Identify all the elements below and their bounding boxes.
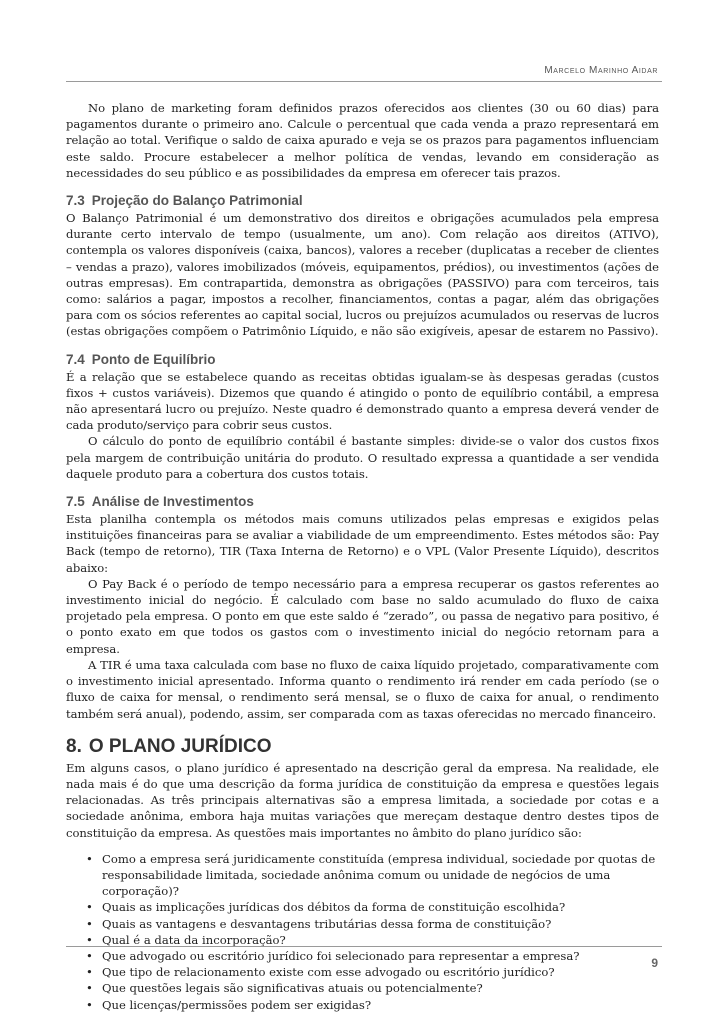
running-header-author: Marcelo Marinho Aidar xyxy=(544,65,658,76)
bullet-icon: • xyxy=(86,965,93,980)
chapter-heading-8 xyxy=(66,736,659,758)
section-heading-7-5 xyxy=(66,494,659,509)
list-item-text: Qual é a data da incorporação? xyxy=(102,932,286,947)
list-item-text: Que questões legais são significativas atuais ou potencialmente? xyxy=(102,981,483,996)
chapter-number: 8. xyxy=(66,735,82,757)
page-number: 9 xyxy=(651,956,658,970)
list-item-text: Que licenças/permissões podem ser exigidas? xyxy=(102,997,372,1012)
section-title-text: Análise de Investimentos xyxy=(91,494,254,510)
bullet-icon: • xyxy=(86,932,93,947)
list-item xyxy=(86,851,659,900)
list-item xyxy=(86,980,659,996)
intro-paragraph: No plano de marketing foram definidos prazos oferecidos aos clientes (30 ou 60 dias) para pagamentos durante o primeiro ano. Calcule o percentual que cada venda a prazo representará em relação ao total. Verifique o saldo de caixa apurado e veja se os prazos para pagamentos influenciam este saldo. Procure estabelecer a melhor política de vendas, levando em consideração as necessidades do seu público e as possibilidades da empresa em oferecer tais prazos. xyxy=(66,101,659,180)
section-heading-7-4 xyxy=(66,352,659,367)
section-number: 7.4 xyxy=(66,351,85,367)
list-item xyxy=(86,899,659,915)
list-item-text: Como a empresa será juridicamente constituída (empresa individual, sociedade por quotas de responsabilidade limitada, sociedade anônima comum ou unidade de negócios de uma corporação)? xyxy=(102,851,656,899)
section-title-text: Ponto de Equilíbrio xyxy=(91,351,216,367)
legal-questions-list xyxy=(66,851,659,1013)
header-rule xyxy=(66,81,662,82)
section-7-4-paragraph-1: É a relação que se estabelece quando as receitas obtidas igualam-se às despesas geradas (custos fixos + custos variáveis). Dizemos que quando é atingido o ponto de equilíbrio contábil, a empresa não apresentará lucro ou prejuízo. Neste quadro é demonstrado quanto a empresa deverá vender de cada produto/serviço para cobrir seus custos. xyxy=(66,369,659,433)
list-item xyxy=(86,916,659,932)
section-title-text: Projeção do Balanço Patrimonial xyxy=(91,193,303,209)
page-content xyxy=(66,100,659,1013)
section-heading-7-3 xyxy=(66,193,659,208)
section-7-5-paragraph-1: Esta planilha contempla os métodos mais comuns utilizados pelas empresas e exigidos pelas instituições financeiras para se avaliar a viabilidade de um empreendimento. Estes métodos são: Pay Back (tempo de retorno), TIR (Taxa Interna de Retorno) e o VPL (Valor Presente Líquido), descritos abaixo: xyxy=(66,512,659,575)
section-7-3-paragraph: O Balanço Patrimonial é um demonstrativo dos direitos e obrigações acumulados pela empresa durante certo intervalo de tempo (usualmente, um ano). Com relação aos direitos (ATIVO), contempla os valores disponíveis (caixa, bancos), valores a receber (duplicatas a receber de clientes – vendas a prazo), valores imobilizados (móveis, equipamentos, prédios), ou investimentos (ações de outras empresas). Em contrapartida, demonstra as obrigações (PASSIVO) para com terceiros, tais como: salários a pagar, impostos a recolher, financiamentos, contas a pagar, além das obrigações para com os sócios referentes ao capital social, lucros ou prejuízos acumulados ou reservas de lucros (estas obrigações compõem o Patrimônio Líquido, e não são exigíveis, apesar de estarem no Passivo). xyxy=(66,211,659,339)
section-7-5-paragraph-2: O Pay Back é o período de tempo necessário para a empresa recuperar os gastos referentes ao investimento inicial do negócio. É calculado com base no saldo acumulado do fluxo de caixa projetado pela empresa. O ponto em que este saldo é “zerado”, ou passa de negativo para positivo, é o ponto exato em que todos os gastos com o investimento inicial do negócio retornam para a empresa. xyxy=(66,576,659,656)
list-item xyxy=(86,948,659,964)
list-item xyxy=(86,997,659,1013)
footer-rule xyxy=(66,946,662,947)
chapter-title-text: O PLANO JURÍDICO xyxy=(88,735,272,757)
bullet-icon: • xyxy=(86,900,93,915)
list-item-text: Quais as vantagens e desvantagens tributárias dessa forma de constituição? xyxy=(102,916,552,931)
section-number: 7.3 xyxy=(66,193,85,209)
bullet-icon: • xyxy=(86,997,93,1012)
section-number: 7.5 xyxy=(66,494,85,510)
section-7-5-paragraph-3: A TIR é uma taxa calculada com base no fluxo de caixa líquido projetado, comparativamente com o investimento inicial apresentado. Informa quanto o rendimento irá render em cada período (se o fluxo de caixa for mensal, o rendimento será mensal, se o fluxo de caixa for anual, o rendimento também será anual), podendo, assim, ser comparada com as taxas oferecidas no mercado financeiro. xyxy=(66,657,659,721)
list-item-text: Que tipo de relacionamento existe com esse advogado ou escritório jurídico? xyxy=(102,965,555,980)
bullet-icon: • xyxy=(86,851,93,866)
bullet-icon: • xyxy=(86,916,93,931)
bullet-icon: • xyxy=(86,948,93,963)
list-item-text: Quais as implicações jurídicas dos débitos da forma de constituição escolhida? xyxy=(102,900,566,915)
list-item-text: Que advogado ou escritório jurídico foi selecionado para representar a empresa? xyxy=(102,948,580,963)
bullet-icon: • xyxy=(86,981,93,996)
section-7-4-paragraph-2: O cálculo do ponto de equilíbrio contábil é bastante simples: divide-se o valor dos custos fixos pela margem de contribuição unitária do produto. O resultado expressa a quantidade a ser vendida daquele produto para a cobertura dos custos totais. xyxy=(66,434,659,481)
list-item xyxy=(86,964,659,980)
chapter-8-paragraph: Em alguns casos, o plano jurídico é apresentado na descrição geral da empresa. Na realidade, ele nada mais é do que uma descrição da forma jurídica de constituição da empresa e questões legais relacionadas. As três principais alternativas são a empresa limitada, a sociedade por cotas e a sociedade anônima, embora haja muitas variações que mereçam destaque dentro destes tipos de constituição da empresa. As questões mais importantes no âmbito do plano jurídico são: xyxy=(66,760,659,840)
